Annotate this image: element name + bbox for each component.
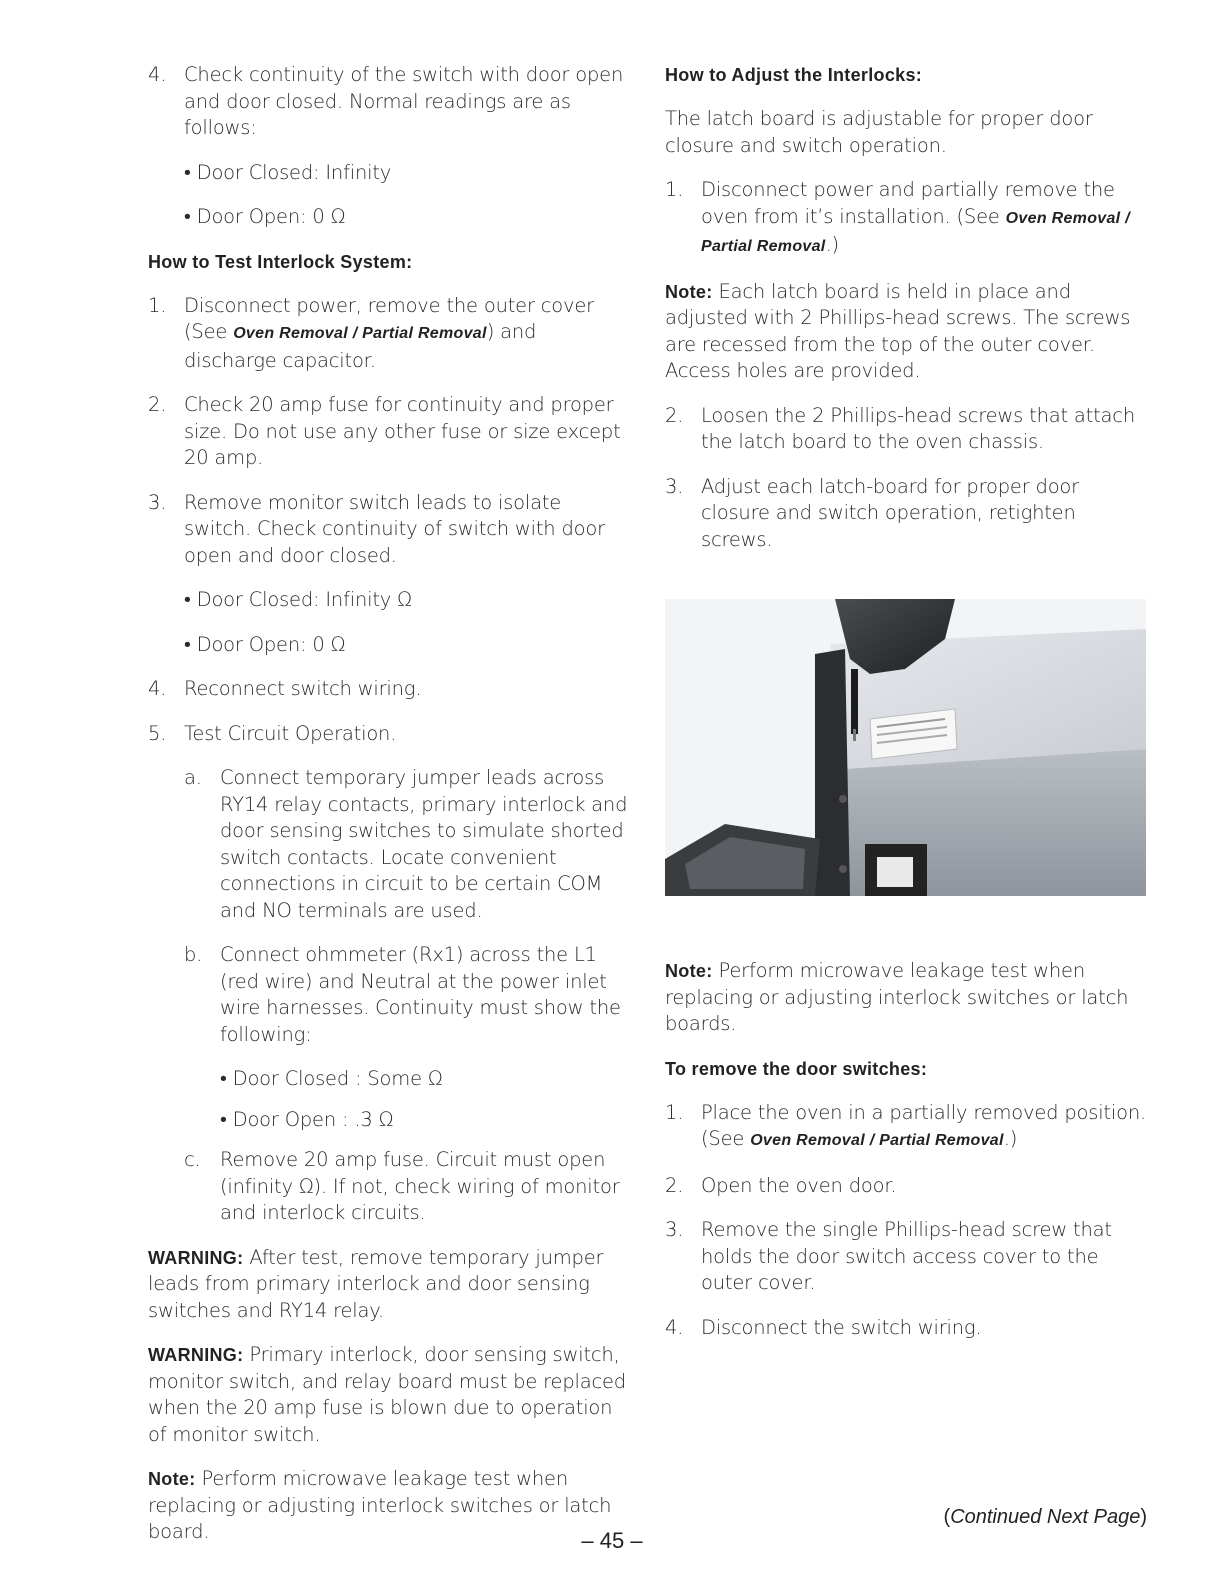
list-number: 1. [665, 178, 684, 201]
list-item [665, 1100, 1149, 1155]
list-number: 3. [665, 474, 684, 498]
list-number: 3. [665, 1218, 684, 1241]
warning-paragraph [148, 1342, 632, 1448]
bullet-door-closed: • Door Closed: Infinity Ω [184, 588, 412, 611]
list-letter: c. [184, 1148, 201, 1171]
list-number: 5. [148, 721, 167, 745]
continued-text: Continued Next Page [950, 1506, 1141, 1528]
list-text: Remove 20 amp fuse. Circuit must open (infinity Ω). If not, check wiring of monitor and interlock circuits. [220, 1148, 620, 1224]
list-item [665, 1173, 1149, 1200]
list-text: Open the oven door. [701, 1173, 897, 1197]
list-text: Loosen the 2 Phillips-head screws that attach the latch board to the oven chassis. [701, 403, 1135, 453]
cross-reference: Oven Removal / Partial Removal [701, 209, 1130, 255]
list-text: Connect ohmmeter (Rx1) across the L1 (red wire) and Neutral at the power inlet wire harnesses. Continuity must show the following: [220, 943, 621, 1046]
note-text: Each latch board is held in place and adjusted with 2 Phillips-head screws. The screws are recessed from the top of the outer cover. Access holes are provided. [665, 279, 1131, 382]
list-text [184, 293, 632, 375]
list-text-part: Place the oven in a partially removed position. (See [701, 1100, 1146, 1150]
list-item [148, 62, 632, 142]
bullet-door-closed: • Door Closed: Infinity [184, 160, 392, 184]
bullet-door-open: • Door Open: 0 Ω [184, 632, 346, 656]
list-text: Reconnect switch wiring. [184, 677, 422, 700]
list-text-part: .) [825, 233, 839, 256]
list-number: 4. [665, 1315, 684, 1339]
list-number: 2. [148, 393, 167, 416]
note-label: Note: [665, 961, 713, 981]
list-text: Check continuity of the switch with door open and door closed. Normal readings are as follows: [184, 63, 624, 139]
cross-reference: Oven Removal / Partial Removal [750, 1132, 1004, 1149]
list-item [148, 490, 632, 570]
list-text: Connect temporary jumper leads across RY14 relay contacts, primary interlock and door sensing switches to simulate shorted switch contacts. Locate convenient connections in circuit to be certain COM and NO terminals are used. [220, 766, 628, 922]
list-text: Adjust each latch-board for proper door closure and switch operation, retighten screws. [701, 474, 1079, 551]
list-item [148, 392, 632, 472]
list-item [665, 1315, 1149, 1342]
page-number: – 45 – [581, 1528, 643, 1553]
list-number: 4. [148, 677, 167, 700]
note-paragraph [665, 958, 1149, 1038]
list-text-part: Disconnect power, remove the outer cover (See [184, 293, 594, 343]
heading-test-interlock: How to Test Interlock System: [148, 251, 413, 272]
list-number: 3. [148, 490, 167, 514]
warning-label: WARNING: [148, 1345, 244, 1365]
note-label: Note: [665, 281, 713, 302]
warning-text: Primary interlock, door sensing switch, monitor switch, and relay board must be replaced when the 20 amp fuse is blown due to operation of monitor switch. [148, 1343, 626, 1446]
sub-list-item [184, 942, 632, 1048]
intro-paragraph: The latch board is adjustable for proper door closure and switch operation. [665, 107, 1093, 157]
list-item [665, 177, 1149, 261]
note-paragraph [665, 279, 1149, 385]
paren-close: ) [1140, 1506, 1147, 1528]
right-column [665, 62, 1149, 1359]
list-number: 2. [665, 1173, 684, 1197]
note-text: Perform microwave leakage test when replacing or adjusting interlock switches or latch board. [148, 1467, 612, 1543]
list-letter: a. [184, 766, 202, 789]
list-text: Remove the single Phillips-head screw that holds the door switch access cover to the outer cover. [701, 1218, 1112, 1294]
list-text: Check 20 amp fuse for continuity and proper size. Do not use any other fuse or size except 20 amp. [184, 393, 621, 469]
left-column [148, 62, 632, 1564]
warning-paragraph [148, 1245, 632, 1325]
list-item [148, 293, 632, 375]
list-item [148, 676, 632, 703]
list-item [665, 474, 1149, 554]
list-text: Test Circuit Operation. [184, 721, 397, 745]
list-text: Remove monitor switch leads to isolate switch. Check continuity of switch with door open and door closed. [184, 490, 605, 567]
list-text [701, 177, 1149, 261]
list-text [701, 1100, 1149, 1155]
bullet-door-open: • Door Open : .3 Ω [220, 1107, 394, 1131]
cross-reference: Oven Removal / Partial Removal [233, 325, 487, 342]
list-item [148, 721, 632, 748]
bullet-door-open: • Door Open: 0 Ω [184, 205, 346, 228]
list-item [665, 1217, 1149, 1297]
list-item [665, 403, 1149, 456]
note-text: Perform microwave leakage test when replacing or adjusting interlock switches or latch boards. [665, 959, 1129, 1035]
bullet-door-closed: • Door Closed : Some Ω [220, 1067, 443, 1090]
sub-list-item [184, 765, 632, 924]
list-number: 4. [148, 63, 167, 86]
latch-board-adjustment-photo [665, 599, 1146, 896]
list-number: 1. [148, 293, 167, 317]
sub-list-item [184, 1147, 632, 1227]
heading-adjust-interlocks: How to Adjust the Interlocks: [665, 65, 923, 85]
list-number: 2. [665, 403, 684, 427]
heading-remove-door-switches: To remove the door switches: [665, 1058, 928, 1079]
list-text-part: .) [1003, 1127, 1018, 1150]
list-text-part: ) and discharge capacitor. [184, 320, 537, 372]
list-letter: b. [184, 943, 203, 966]
paren-open: ( [943, 1506, 951, 1528]
list-number: 1. [665, 1100, 684, 1124]
note-label: Note: [148, 1469, 196, 1489]
warning-label: WARNING: [148, 1247, 244, 1268]
list-text: Disconnect the switch wiring. [701, 1315, 982, 1339]
continued-next-page [944, 1506, 1147, 1529]
warning-text: After test, remove temporary jumper leads from primary interlock and door sensing switches and RY14 relay. [148, 1245, 604, 1322]
list-text-part: Disconnect power and partially remove the oven from it’s installation. (See [701, 178, 1115, 228]
